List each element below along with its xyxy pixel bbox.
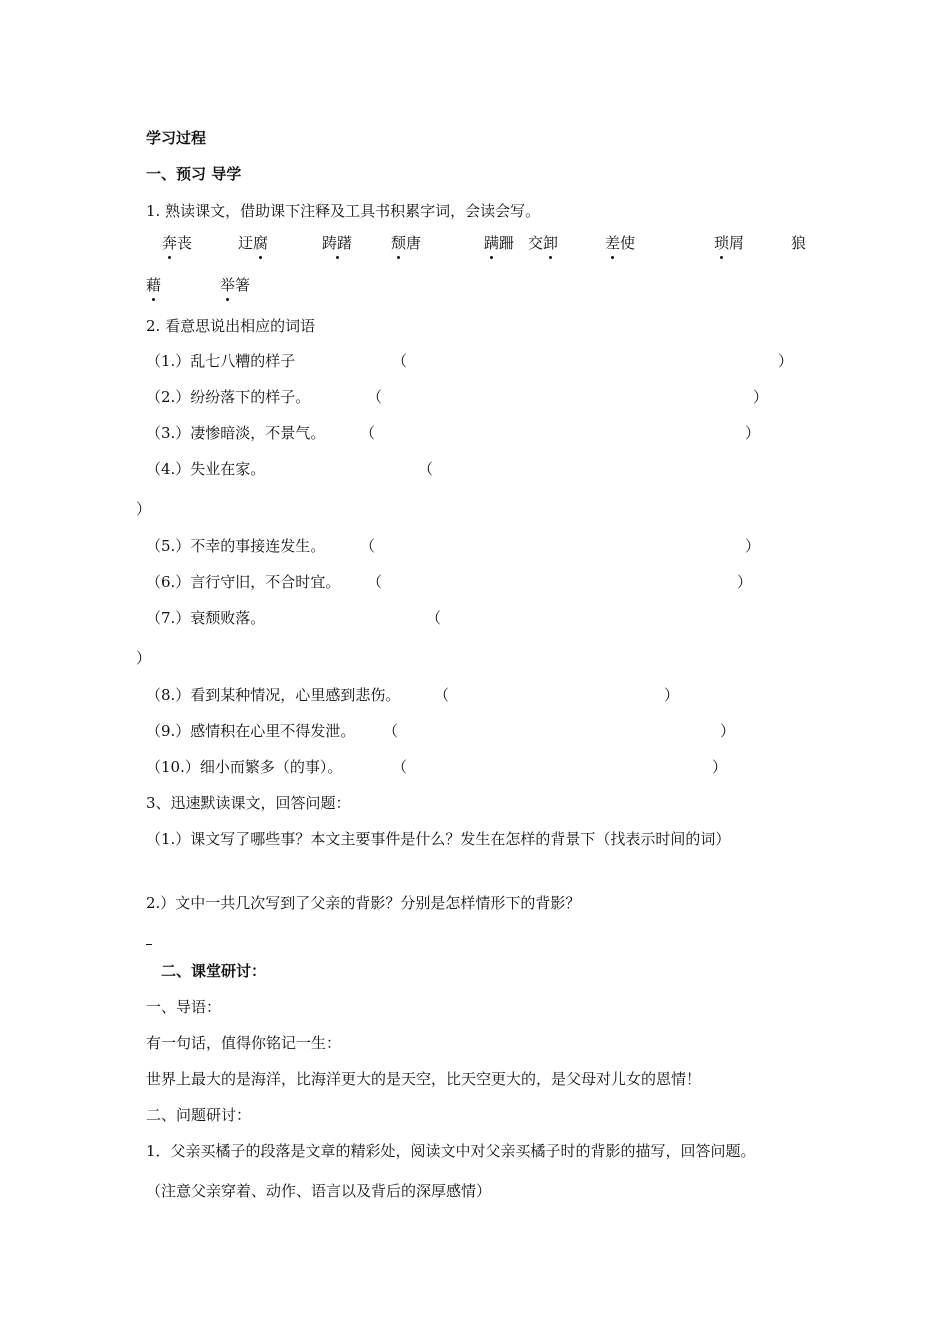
- vocab-word: 迂腐: [238, 234, 269, 252]
- answer-open-paren: （: [392, 352, 408, 370]
- discussion-question-1: 1．父亲买橘子的段落是文章的精彩处，阅读文中对父亲买橘子时的背影的描写，回答问题。: [146, 1142, 756, 1160]
- question-3: 3、迅速默读课文，回答问题：: [146, 794, 351, 812]
- answer-open-paren: （: [434, 686, 450, 704]
- answer-close-paren: ）: [745, 537, 761, 555]
- answer-open-paren: （: [383, 722, 399, 740]
- answer-open-paren: （: [418, 460, 434, 478]
- meaning-item-label: （7.）衰颓败落。: [146, 609, 266, 627]
- answer-close-paren: ）: [720, 722, 736, 740]
- question-2: 2. 看意思说出相应的词语: [146, 317, 316, 335]
- page-heading: 学习过程: [146, 129, 207, 147]
- discussion-title: 二、问题研讨：: [146, 1106, 252, 1124]
- answer-close-paren: ）: [745, 424, 761, 442]
- meaning-item-label: （9.）感情积在心里不得发泄。: [146, 722, 356, 740]
- question-3-part-2: 2.）文中一共几次写到了父亲的背影？分别是怎样情形下的背影？: [146, 894, 581, 912]
- section-title-class-discussion: 二、课堂研讨：: [161, 962, 267, 980]
- vocab-word: 交卸: [528, 234, 559, 252]
- vocab-word: 颓唐: [391, 234, 422, 252]
- vocab-word: 踌躇: [322, 234, 353, 252]
- intro-title: 一、导语：: [146, 998, 222, 1016]
- intro-line-1: 有一句话，值得你铭记一生：: [146, 1034, 342, 1052]
- section-title-preview: 一、预习 导学: [146, 165, 242, 183]
- discussion-note: （注意父亲穿着、动作、语言以及背后的深厚感情）: [146, 1182, 492, 1200]
- answer-open-paren: （: [367, 388, 383, 406]
- question-1: 1. 熟读课文，借助课下注释及工具书积累字词，会读会写。: [146, 202, 541, 220]
- meaning-item-label: （3.）凄惨暗淡，不景气。: [146, 424, 326, 442]
- answer-open-paren: （: [392, 758, 408, 776]
- answer-close-paren: ）: [753, 388, 769, 406]
- answer-close-paren: ）: [136, 500, 152, 518]
- answer-close-paren: ）: [737, 573, 753, 591]
- answer-close-paren: ）: [712, 758, 728, 776]
- vocab-word: 奔丧: [162, 234, 193, 252]
- meaning-item-label: （6.）言行守旧，不合时宜。: [146, 573, 341, 591]
- vocab-word: 琐屑: [714, 234, 745, 252]
- meaning-item-label: （2.）纷纷落下的样子。: [146, 388, 311, 406]
- answer-open-paren: （: [360, 537, 376, 555]
- vocab-word: 举箸: [220, 276, 251, 294]
- question-3-part-1: （1.）课文写了哪些事？本文主要事件是什么？发生在怎样的背景下（找表示时间的词）: [146, 830, 731, 848]
- answer-open-paren: （: [426, 609, 442, 627]
- vocab-word: 蹒跚: [484, 234, 515, 252]
- answer-close-paren: ）: [136, 649, 152, 667]
- meaning-item-label: （1.）乱七八糟的样子: [146, 352, 296, 370]
- answer-close-paren: ）: [664, 686, 680, 704]
- meaning-item-label: （4.）失业在家。: [146, 460, 266, 478]
- vocab-word: 藉: [146, 276, 162, 294]
- intro-line-2: 世界上最大的是海洋，比海洋更大的是天空，比天空更大的，是父母对儿女的恩情！: [146, 1070, 702, 1088]
- meaning-item-label: （8.）看到某种情况，心里感到悲伤。: [146, 686, 401, 704]
- vocab-word: 差使: [605, 234, 636, 252]
- answer-open-paren: （: [360, 424, 376, 442]
- answer-open-paren: （: [367, 573, 383, 591]
- meaning-item-label: （10.）细小而繁多（的事）。: [146, 758, 343, 776]
- answer-close-paren: ）: [778, 352, 794, 370]
- meaning-item-label: （5.）不幸的事接连发生。: [146, 537, 326, 555]
- divider-mark: [146, 944, 152, 945]
- vocab-word: 狼: [791, 234, 807, 252]
